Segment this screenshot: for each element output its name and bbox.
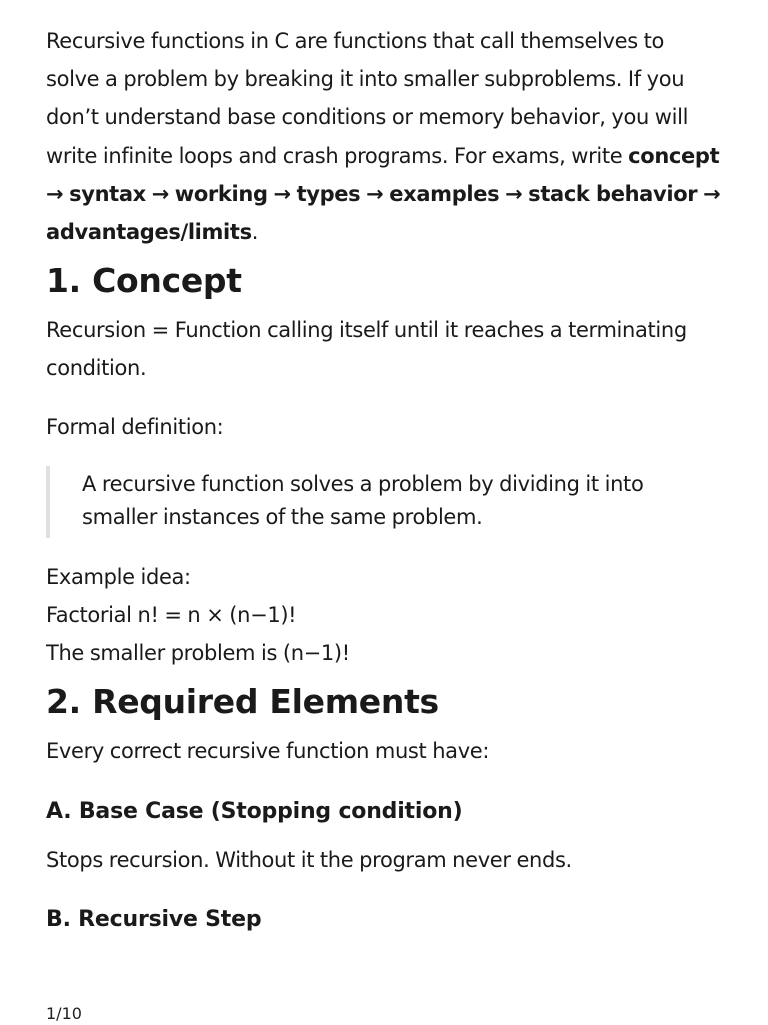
example-note: The smaller problem is (n−1)! <box>46 641 350 666</box>
flow-step-stack-behavior: stack behavior <box>528 181 698 206</box>
concept-definition: Recursion = Function calling itself until it reaches a terminating condition. <box>46 318 687 381</box>
flow-arrow: → <box>151 181 169 206</box>
subheading-recursive-step: B. Recursive Step <box>46 906 262 932</box>
section-heading-required-elements: 2. Required Elements <box>46 682 439 722</box>
flow-arrow: → <box>505 181 523 206</box>
flow-arrow: → <box>703 181 721 206</box>
flow-step-types: types <box>296 181 361 206</box>
flow-step-advantages-limits: advantages/limits <box>46 220 252 245</box>
required-elements-intro: Every correct recursive function must have: <box>46 739 490 764</box>
flow-arrow: → <box>366 181 384 206</box>
example-formula: Factorial n! = n × (n−1)! <box>46 603 297 628</box>
intro-period: . <box>251 220 259 245</box>
section-heading-concept: 1. Concept <box>46 261 242 301</box>
intro-paragraph <box>46 22 722 251</box>
flow-step-syntax: syntax <box>69 181 146 206</box>
intro-text: Recursive functions in C are functions that call themselves to solve a problem by breaking it into smaller subproblems. If you don’t understand base conditions or memory behavior, you will write infinite loops and crash programs. For exams, write <box>46 29 689 168</box>
flow-step-concept: concept <box>628 143 720 168</box>
flow-arrow: → <box>46 181 64 206</box>
flow-arrow: → <box>273 181 291 206</box>
page-number: 1/10 <box>46 1004 82 1023</box>
blockquote-text: A recursive function solves a problem by dividing it into smaller instances of the same problem. <box>82 471 644 529</box>
definition-blockquote <box>46 466 722 538</box>
flow-step-working: working <box>174 181 268 206</box>
formal-definition-label: Formal definition: <box>46 414 224 439</box>
base-case-text: Stops recursion. Without it the program never ends. <box>46 847 572 872</box>
subheading-base-case: A. Base Case (Stopping condition) <box>46 798 463 824</box>
example-label: Example idea: <box>46 564 191 589</box>
flow-step-examples: examples <box>389 181 500 206</box>
document-page <box>46 22 722 939</box>
